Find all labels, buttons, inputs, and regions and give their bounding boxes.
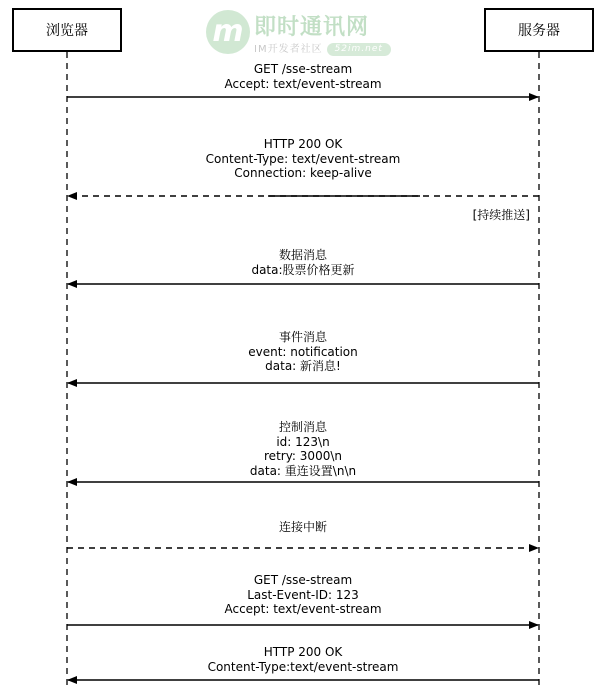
message-label-3	[83, 248, 523, 277]
message-label-1	[83, 62, 523, 91]
watermark-subtitle	[254, 40, 391, 56]
server-participant	[484, 8, 594, 52]
message-label-line: GET /sse-stream	[253, 62, 353, 76]
browser-participant	[12, 8, 122, 52]
message-label-line: Content-Type: text/event-stream	[205, 151, 401, 166]
message-label-line: retry: 3000\n	[264, 449, 342, 463]
server-participant-label: 服务器	[518, 23, 560, 39]
message-label-line: HTTP 200 OK	[263, 645, 343, 659]
message-label-2	[83, 137, 523, 181]
message-label-line: Last-Event-ID: 123	[247, 587, 359, 602]
message-label-line: GET /sse-stream	[253, 573, 353, 587]
message-label-7	[83, 573, 523, 617]
message-label-line: id: 123\n	[276, 434, 330, 449]
message-label-5	[83, 420, 523, 478]
message-label-line: 连接中断	[278, 520, 327, 534]
message-label-line: 事件消息	[278, 330, 327, 344]
message-label-line: Accept: text/event-stream	[224, 602, 382, 616]
watermark-logo	[206, 8, 406, 58]
message-label-line: data:股票价格更新	[251, 262, 355, 277]
watermark-pill: 52im.net	[327, 43, 391, 56]
watermark-title: 即时通讯网	[254, 15, 370, 40]
browser-participant-label: 浏览器	[46, 23, 88, 39]
message-label-8	[83, 645, 523, 674]
message-label-line: data: 新消息!	[265, 359, 341, 373]
watermark-subtitle-text: IM开发者社区	[254, 44, 323, 55]
message-label-6	[83, 520, 523, 535]
message-label-line: data: 重连设置\n\n	[249, 463, 357, 478]
message-label-4	[83, 330, 523, 374]
watermark-badge: m	[206, 10, 250, 54]
continuous-push-note: [持续推送]	[472, 208, 530, 222]
message-label-line: 数据消息	[278, 248, 327, 262]
message-label-line: Content-Type:text/event-stream	[207, 659, 399, 674]
message-label-line: Connection: keep-alive	[234, 166, 372, 180]
message-label-line: Accept: text/event-stream	[224, 76, 382, 91]
message-label-line: HTTP 200 OK	[263, 137, 343, 151]
message-label-line: event: notification	[248, 344, 358, 359]
message-label-line: 控制消息	[278, 420, 327, 434]
